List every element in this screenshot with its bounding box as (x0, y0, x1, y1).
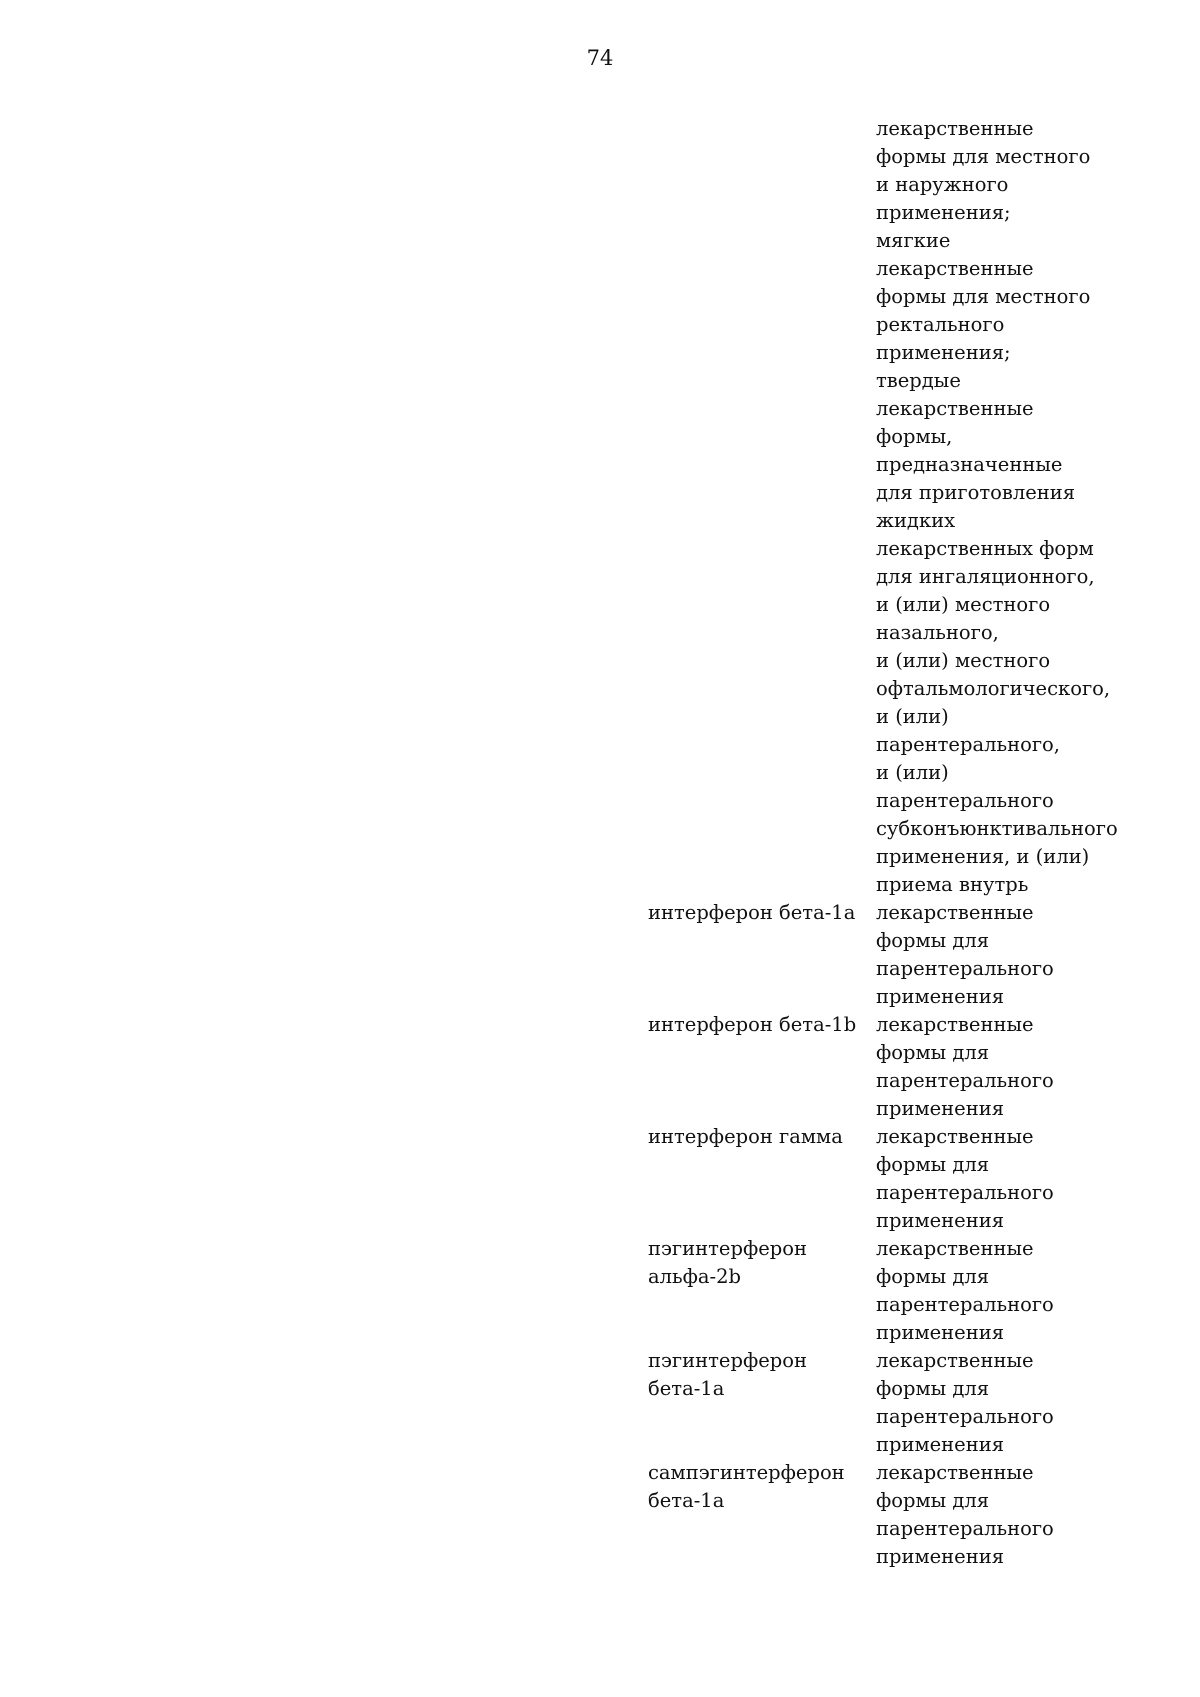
dosage-form-cell: лекарственные формы для парентерального применения (876, 1237, 1054, 1344)
page-number: 74 (586, 46, 614, 70)
drug-forms-table (648, 115, 1118, 1571)
table-row (648, 899, 1118, 1011)
drug-name-cell: сампэгинтерферон бета-1a (648, 1461, 845, 1512)
table-row (648, 1011, 1118, 1123)
drug-name-cell: интерферон бета-1b (648, 1013, 857, 1036)
dosage-form-cell: лекарственные формы для парентерального применения (876, 901, 1054, 1008)
table-row (648, 1459, 1118, 1571)
table-row (648, 115, 1118, 899)
dosage-form-cell: лекарственные формы для парентерального применения (876, 1013, 1054, 1120)
table-row (648, 1347, 1118, 1459)
drug-name-cell: пэгинтерферон альфа-2b (648, 1237, 807, 1288)
dosage-form-cell: лекарственные формы для парентерального применения (876, 1461, 1054, 1568)
drug-name-cell: интерферон гамма (648, 1125, 843, 1148)
dosage-form-cell: лекарственные формы для местного и наружного применения; мягкие лекарственные формы для местного ректального применения; твердые лекарственные формы, предназначенные для приготовления жидких лекарственных форм для ингаляционного, и (или) местного назального, и (или) местного офтальмологического, и (или) парентерального, и (или) парентерального субконъюнктивального применения, и (или) приема внутрь (876, 117, 1118, 896)
dosage-form-cell: лекарственные формы для парентерального применения (876, 1125, 1054, 1232)
table-row (648, 1235, 1118, 1347)
drug-name-cell: интерферон бета-1a (648, 901, 856, 924)
drug-name-cell: пэгинтерферон бета-1a (648, 1349, 807, 1400)
table-row (648, 1123, 1118, 1235)
dosage-form-cell: лекарственные формы для парентерального применения (876, 1349, 1054, 1456)
